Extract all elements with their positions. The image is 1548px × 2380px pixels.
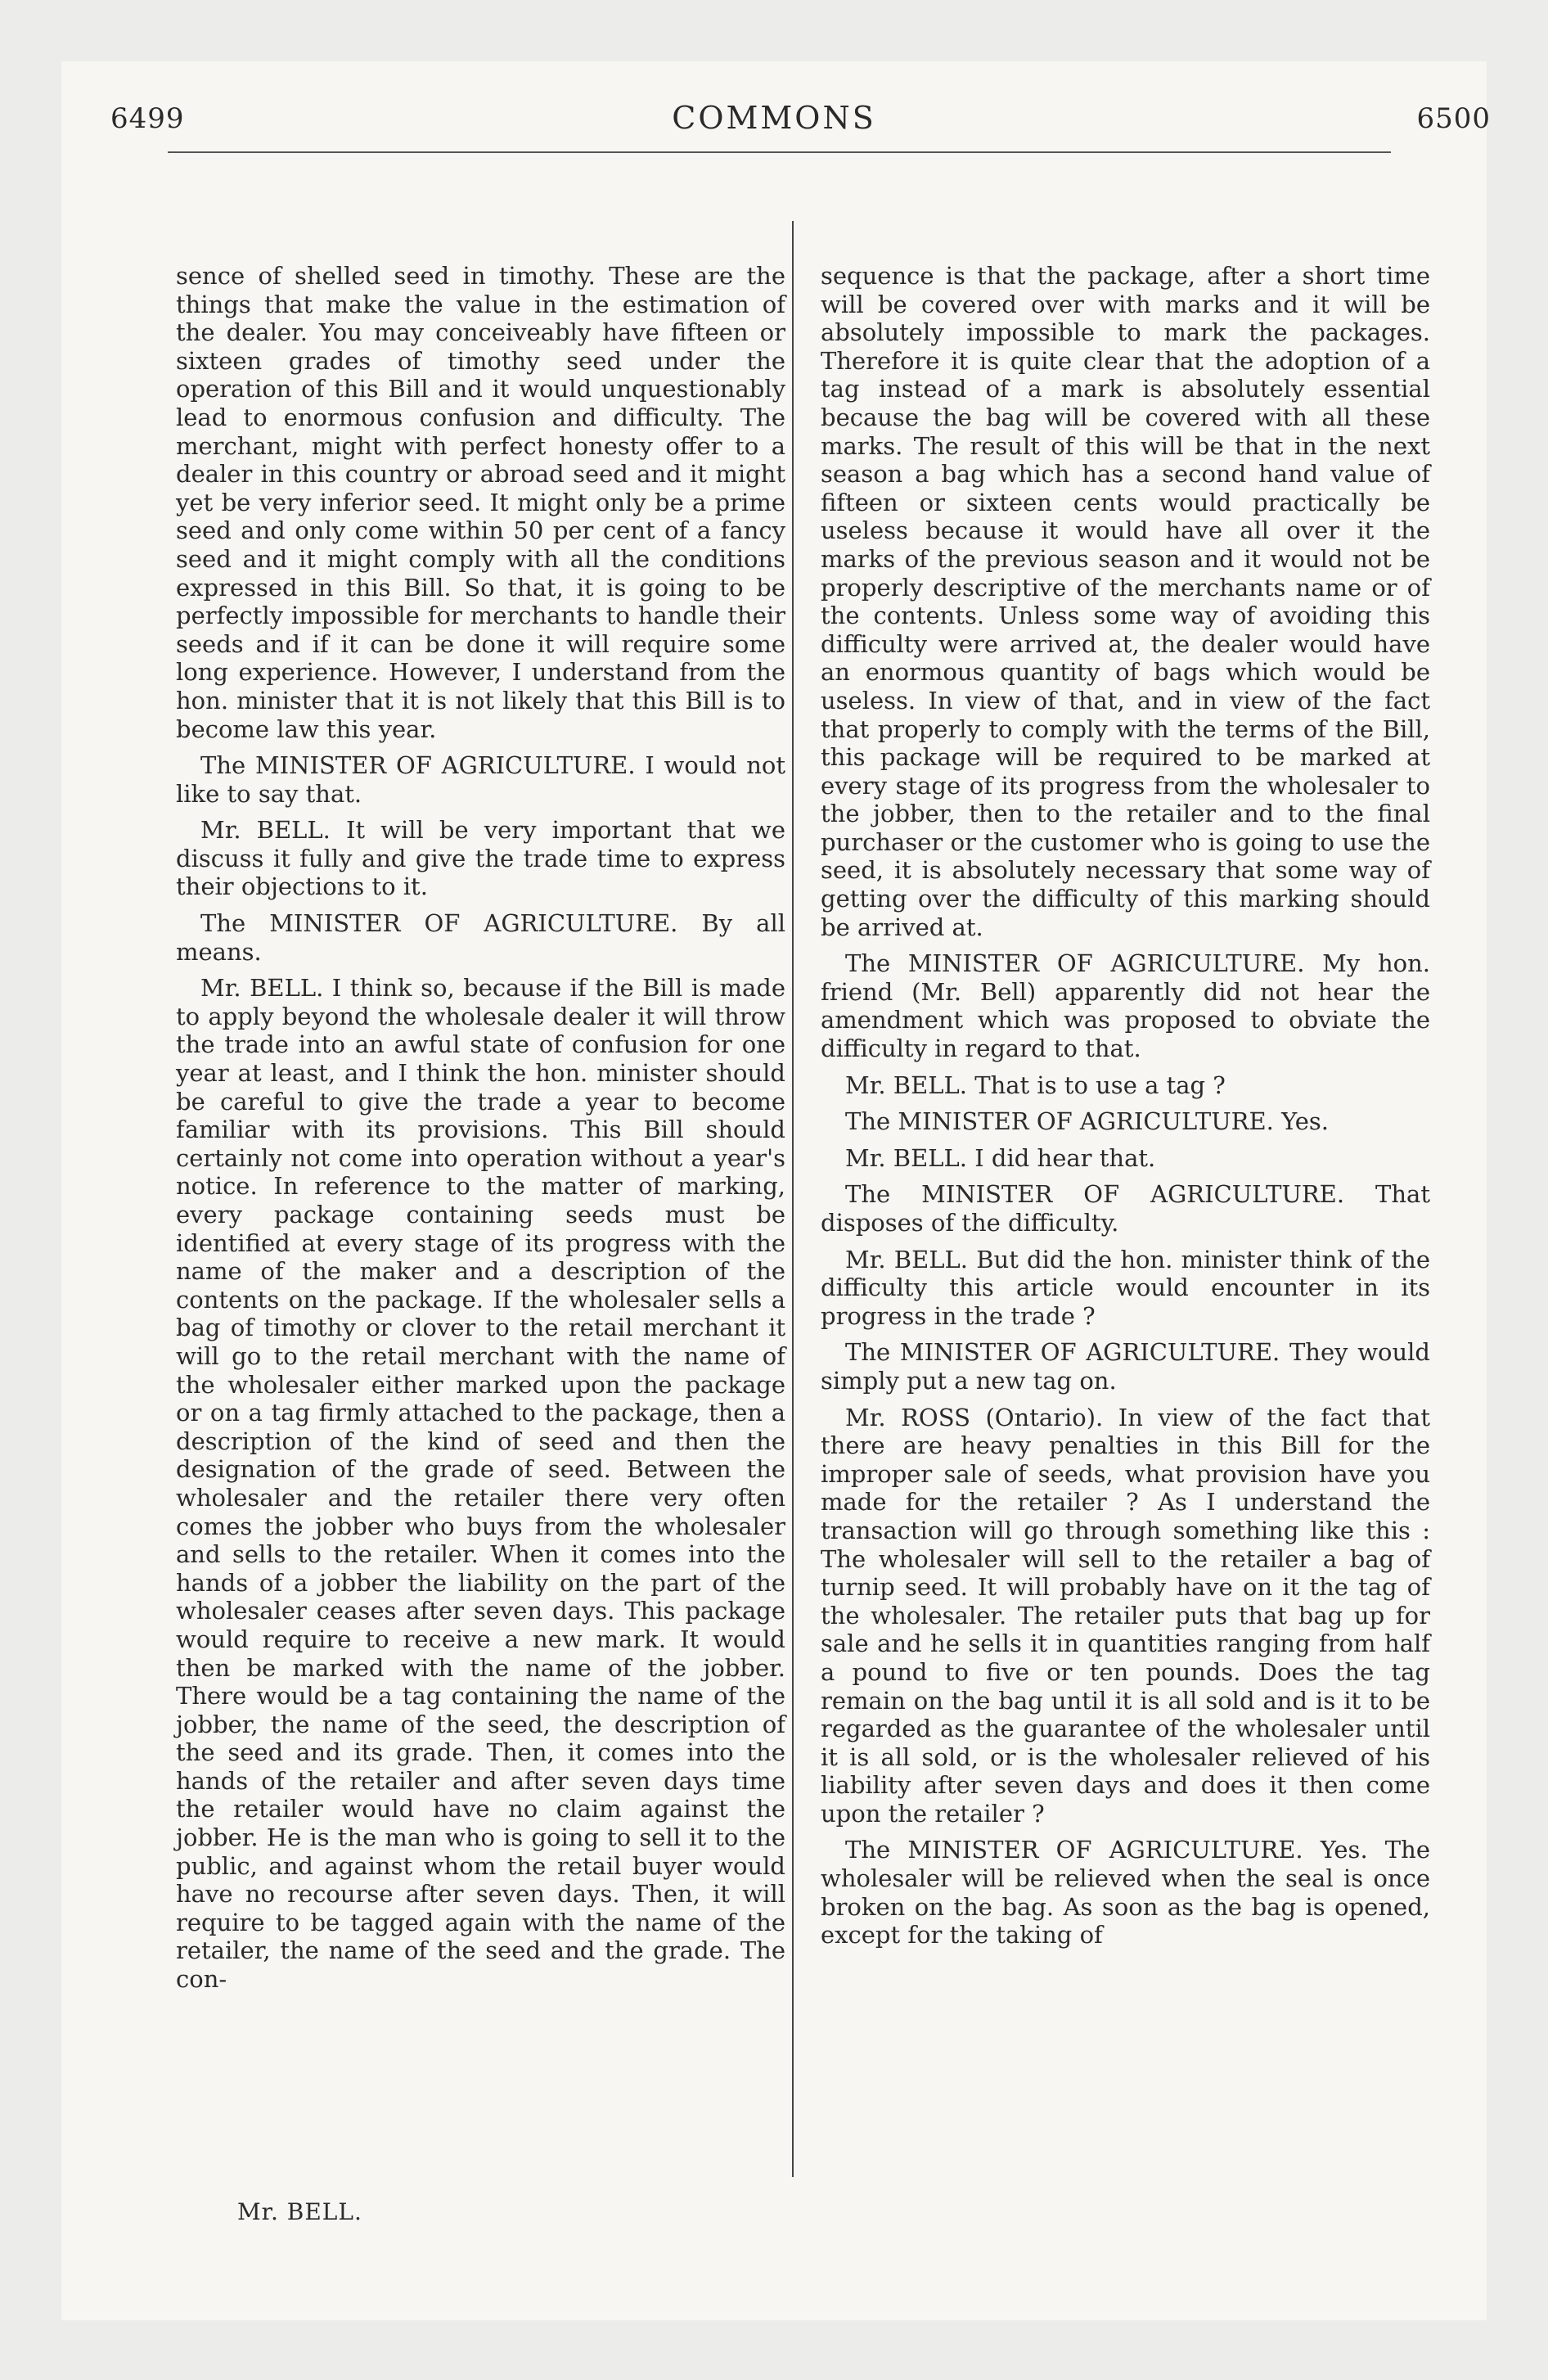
paragraph: The MINISTER OF AGRICULTURE. By all means. [176,909,785,966]
paragraph: The MINISTER OF AGRICULTURE. They would simply put a new tag on. [821,1338,1430,1395]
paragraph: The MINISTER OF AGRICULTURE. That disposes of the difficulty. [821,1180,1430,1237]
paragraph: The MINISTER OF AGRICULTURE. I would not like to say that. [176,751,785,808]
right-column [821,262,1430,1958]
paragraph: sequence is that the package, after a short time will be covered over with marks and it will be absolutely impossible to mark the packages. Therefore it is quite clear that the adoption of a tag instead of a mark is absolutely essential because the bag will be covered with all these marks. The result of this will be that in the next season a bag which has a second hand value of fifteen or sixteen cents would practically be useless because it would have all over it the marks of the previous season and it would not be properly descriptive of the merchants name or of the contents. Unless some way of avoiding this difficulty were arrived at, the dealer would have an enormous quantity of bags which would be useless. In view of that, and in view of the fact that properly to comply with the terms of the Bill, this package will be required to be marked at every stage of its progress from the wholesaler to the jobber, then to the retailer and to the final purchaser or the customer who is going to use the seed, it is absolutely necessary that some way of getting over the difficulty of this marking should be arrived at. [821,262,1430,941]
paragraph: Mr. BELL. But did the hon. minister think of the difficulty this article would encounter in its progress in the trade ? [821,1245,1430,1330]
footer-speaker: Mr. BELL. [237,2198,362,2225]
paragraph: Mr. BELL. It will be very important that we discuss it fully and give the trade time to express their objections to it. [176,816,785,901]
header-rule [168,151,1391,153]
page-number-left: 6499 [110,102,185,135]
paragraph: The MINISTER OF AGRICULTURE. My hon. friend (Mr. Bell) apparently did not hear the amendment which was proposed to obviate the difficulty in regard to that. [821,949,1430,1063]
paragraph: The MINISTER OF AGRICULTURE. Yes. The wholesaler will be relieved when the seal is once broken on the bag. As soon as the bag is opened, except for the taking of [821,1836,1430,1950]
running-title: COMMONS [672,100,876,136]
paragraph: sence of shelled seed in timothy. These are the things that make the value in the estimation of the dealer. You may conceiveably have fifteen or sixteen grades of timothy seed under the operation of this Bill and it would unquestionably lead to enormous confusion and difficulty. The merchant, might with perfect honesty offer to a dealer in this country or abroad seed and it might yet be very inferior seed. It might only be a prime seed and only come within 50 per cent of a fancy seed and it might comply with all the conditions expressed in this Bill. So that, it is going to be perfectly impossible for merchants to handle their seeds and if it can be done it will require some long experience. However, I understand from the hon. minister that it is not likely that this Bill is to become law this year. [176,262,785,743]
paragraph: Mr. ROSS (Ontario). In view of the fact that there are heavy penalties in this Bill for the improper sale of seeds, what provision have you made for the retailer ? As I understand the transaction will go through something like this : The wholesaler will sell to the retailer a bag of turnip seed. It will probably have on it the tag of the wholesaler. The retailer puts that bag up for sale and he sells it in quantities ranging from half a pound to five or ten pounds. Does the tag remain on the bag until it is all sold and is it to be regarded as the guarantee of the wholesaler until it is all sold, or is the wholesaler relieved of his liability after seven days and does it then come upon the retailer ? [821,1403,1430,1828]
page-number-right: 6500 [1416,102,1491,135]
paragraph: The MINISTER OF AGRICULTURE. Yes. [845,1107,1329,1136]
paragraph: Mr. BELL. I did hear that. [845,1143,1156,1172]
paragraph: Mr. BELL. That is to use a tag ? [845,1071,1226,1099]
left-column [176,262,785,2002]
column-divider [792,221,794,2177]
paragraph: Mr. BELL. I think so, because if the Bill is made to apply beyond the wholesale dealer it will throw the trade into an awful state of confusion for one year at least, and I think the hon. minister should be careful to give the trade a year to become familiar with its provisions. This Bill should certainly not come into operation without a year's notice. In reference to the matter of marking, every package containing seeds must be identified at every stage of its progress with the name of the maker and a description of the contents on the package. If the wholesaler sells a bag of timothy or clover to the retail merchant it will go to the retail merchant with the name of the wholesaler either marked upon the package or on a tag firmly attached to the package, then a description of the kind of seed and then the designation of the grade of seed. Between the wholesaler and the retailer there very often comes the jobber who buys from the wholesaler and sells to the retailer. When it comes into the hands of a jobber the liability on the part of the wholesaler ceases after seven days. This package would require to receive a new mark. It would then be marked with the name of the jobber. There would be a tag containing the name of the jobber, the name of the seed, the description of the seed and its grade. Then, it comes into the hands of the retailer and after seven days time the retailer would have no claim against the jobber. He is the man who is going to sell it to the public, and against whom the retail buyer would have no recourse after seven days. Then, it will require to be tagged again with the name of the retailer, the name of the seed and the grade. The con- [176,974,785,1994]
